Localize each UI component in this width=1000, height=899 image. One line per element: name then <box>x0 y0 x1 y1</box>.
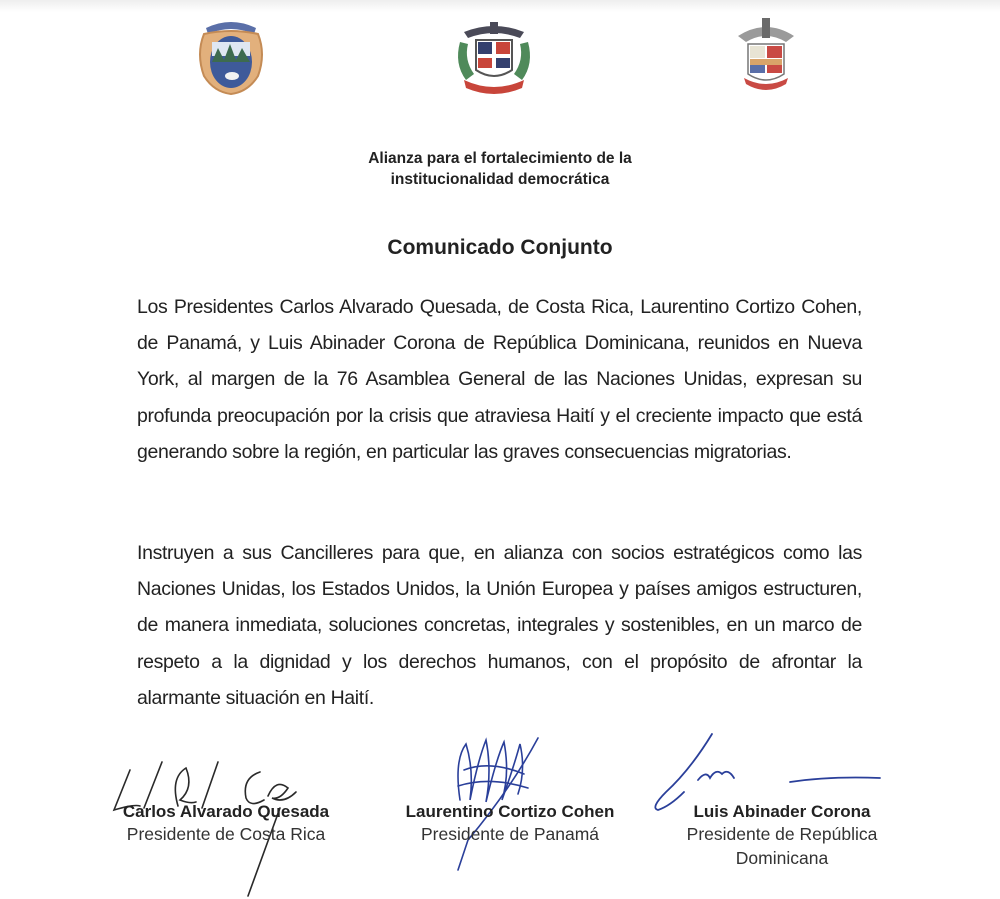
signatory-2 <box>380 802 640 846</box>
costa-rica-coat-of-arms-icon <box>192 14 270 96</box>
alliance-line-2: institucionalidad democrática <box>390 171 610 188</box>
signatory-1 <box>96 802 356 846</box>
signatory-name: Luis Abinader Corona <box>693 802 871 821</box>
panama-coat-of-arms-icon <box>730 14 802 94</box>
signatory-role: Presidente de Costa Rica <box>126 824 326 844</box>
dominican-republic-coat-of-arms-icon <box>450 16 538 96</box>
signatory-role-continued: Dominicana <box>735 848 829 868</box>
signatory-role: Presidente de República <box>686 824 878 844</box>
paragraph-1: Los Presidentes Carlos Alvarado Quesada, de Costa Rica, Laurentino Cortizo Cohen, de Panamá, y Luis Abinader Corona de República Dominicana, reunidos en Nueva York, al margen de la 76 Asamblea General de las Naciones Unidas, expresan su profunda preocupación por la crisis que atraviesa Haití y el creciente impacto que está generando sobre la región, en particular las graves consecuencias migratorias. <box>137 296 862 463</box>
signatory-3 <box>652 802 912 870</box>
paragraph-2: Instruyen a sus Cancilleres para que, en alianza con socios estratégicos como las Naciones Unidas, los Estados Unidos, la Unión Europea y países amigos estructuren, de manera inmediata, soluciones concretas, integrales y sostenibles, en un marco de respeto a la dignidad y los derechos humanos, con el propósito de afrontar la alarmante situación en Haití. <box>137 542 862 709</box>
signatory-name: Laurentino Cortizo Cohen <box>405 802 615 821</box>
alliance-heading <box>300 148 700 190</box>
signatory-role: Presidente de Panamá <box>420 824 600 844</box>
signatory-name: Carlos Alvarado Quesada <box>122 802 330 821</box>
document-title: Comunicado Conjunto <box>387 236 613 259</box>
page-top-shadow <box>0 0 1000 12</box>
alliance-line-1: Alianza para el fortalecimiento de la <box>368 150 632 167</box>
